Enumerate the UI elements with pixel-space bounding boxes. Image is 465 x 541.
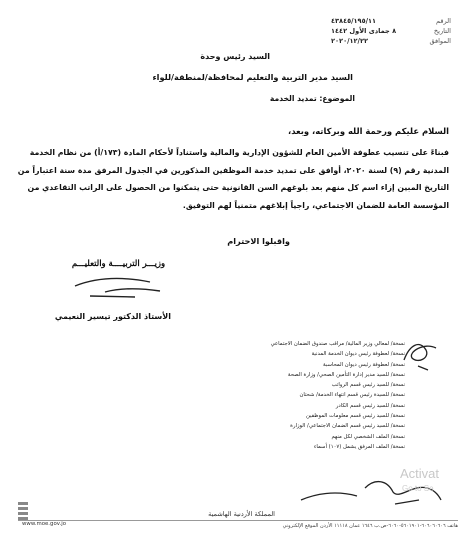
copy-item: نسخة/ لعطوفة رئيس ديوان الخدمة المدنية xyxy=(311,351,405,358)
ref-date-label: التاريخ xyxy=(433,27,451,35)
minister-title: وزيـــر التربيــــة والتعليـــم xyxy=(71,258,165,268)
ref-corresponding-value: ٢٠٢٠/١٢/٢٢ xyxy=(331,37,369,45)
footer-website: www.moe.gov.jo xyxy=(22,521,67,527)
copy-item: نسخة/ للسيدة رئيس قسم انتهاء الخدمة/ شحتان xyxy=(299,392,405,399)
footer-contact: هاتف ٦٠٦٠٦٠٦٠٦-٥٦٠١٩٠١-٦٠٦٠-ص.ب ١٦٤٦ عمان ١١١١٨ الأردن الموقع الإلكتروني xyxy=(282,523,458,529)
ref-corresponding-label: الموافق xyxy=(429,37,451,45)
activate-watermark-sub: Go to Se xyxy=(402,484,434,493)
copy-item: نسخة/ للسيد رئيس قسم معلومات الموظفين xyxy=(305,413,405,420)
copy-item: نسخة/ الملف المرفق يشمل (١٠٧) أسماء xyxy=(313,443,405,450)
footer-divider xyxy=(18,520,458,521)
ref-date-value: ٨ جمادى الأول ١٤٤٢ xyxy=(331,27,397,35)
copy-item: نسخة/ لمعالي وزير المالية/ مراقب صندوق الضمان الاجتماعي xyxy=(270,341,405,347)
signer-name: الأستاذ الدكتور تيسير النعيمي xyxy=(54,312,171,321)
ref-number-value: ٤٣٨٤٥/١٩٥/١١ xyxy=(331,17,377,25)
footer-organization: المملكة الأردنية الهاشمية xyxy=(208,510,275,518)
copy-item: نسخة/ للسيد رئيس قسم الرواتب xyxy=(331,382,405,389)
reference-block xyxy=(331,16,451,46)
copy-item: نسخة/ لعطوفة رئيس ديوان المحاسبة xyxy=(323,361,405,368)
body-paragraph: فبناءً على تنسيب عطوفة الأمين العام للشؤون الإدارية والمالية واستناداً لأحكام المادة (١٧٣/أ) من نظام الخدمة المدنية رقم (٩) لسنة ٢٠٢٠، أوافق على تمديد خدمة الموظفين المذكورين في الجدول المرفق مدة سنة اعتباراً من التاريخ المبين إزاء اسم كل منهم بعد بلوغهم السن القانونية حتى يتمكنوا من الحصول على الراتب التقاعدي من المؤسسة العامة للضمان الاجتماعي، راجياً إبلاغهم متمنياً لهم التوفيق. xyxy=(17,148,449,210)
copy-item: نسخة/ الملف الشخصي لكل منهم xyxy=(331,433,405,440)
greeting: السلام عليكم ورحمة الله وبركاته، وبعد، xyxy=(288,126,449,136)
closing-line: واقبلوا الاحترام xyxy=(227,236,290,246)
addressee-line-1: السيد رئيس وحدة xyxy=(200,52,270,61)
copy-item: نسخة/ للسيد مدير إدارة التأمين الصحي/ وزارة الصحة xyxy=(287,371,405,378)
copy-item: نسخة/ للسيد رئيس قسم الكادر xyxy=(335,402,405,409)
activate-watermark: Activat xyxy=(400,466,440,481)
ref-number-label: الرقم xyxy=(435,17,451,25)
subject-line: الموضوع: تمديد الخدمة xyxy=(269,94,355,103)
minister-signature xyxy=(65,266,185,314)
copies-list xyxy=(205,339,405,452)
addressee-line-2: السيد مدير التربية والتعليم لمحافظة/لمنطقة/للواء xyxy=(152,72,353,82)
copy-item: نسخة/ للسيد رئيس قسم الضمان الاجتماعي/ الوزارة xyxy=(290,423,405,430)
